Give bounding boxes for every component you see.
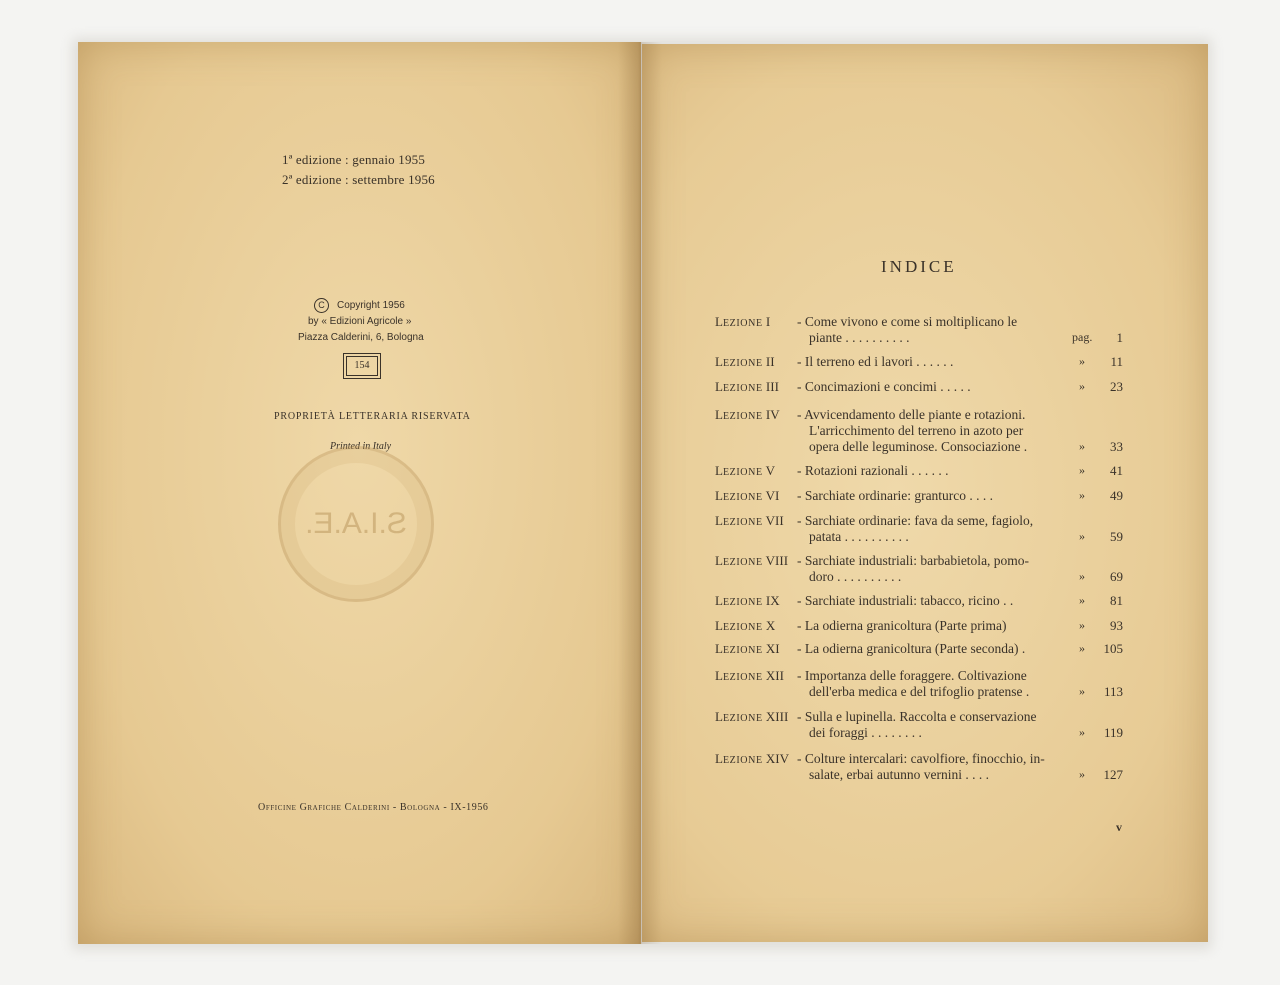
toc-page-marker: » xyxy=(1079,618,1085,632)
toc-page-number: 59 xyxy=(1110,529,1123,544)
toc-lesson-label: LEZIONE III xyxy=(715,379,779,394)
printer-line: Officine Grafiche Calderini - Bologna - IX-1956 xyxy=(258,802,489,813)
toc-page-number: 93 xyxy=(1110,618,1123,633)
toc-entry-text: doro . . . . . . . . . . xyxy=(809,569,902,584)
rights-reserved: PROPRIETÀ LETTERARIA RISERVATA xyxy=(274,411,471,422)
copyright-text: Copyright 1956 xyxy=(337,300,405,311)
copyright-line-3: Piazza Calderini, 6, Bologna xyxy=(298,332,424,343)
toc-lesson-label: LEZIONE I xyxy=(715,314,771,329)
toc-entry-text: - Importanza delle foraggere. Coltivazione xyxy=(797,668,1027,683)
toc-page-number: 49 xyxy=(1110,488,1123,503)
toc-entry-text: - Sarchiate ordinarie: granturco . . . . xyxy=(797,488,994,503)
toc-lesson-label: LEZIONE XI xyxy=(715,641,780,656)
toc-entry-text: piante . . . . . . . . . . xyxy=(809,330,910,345)
toc-page-number: 41 xyxy=(1110,463,1123,478)
right-page xyxy=(642,44,1208,942)
copyright-line-2: by « Edizioni Agricole » xyxy=(308,316,412,327)
toc-lesson-label: LEZIONE VIII xyxy=(715,553,789,568)
edition-1: 1ª edizione : gennaio 1955 xyxy=(282,152,426,167)
toc-entry-text: - Sarchiate industriali: barbabietola, pomo- xyxy=(797,553,1030,568)
copyright-symbol-icon: C xyxy=(314,298,329,313)
book-gutter xyxy=(618,42,662,944)
toc-page-number: 23 xyxy=(1110,379,1123,394)
toc-entry-text: - Sarchiate industriali: tabacco, ricino . . xyxy=(797,593,1014,608)
toc-entry-text: - Rotazioni razionali . . . . . . xyxy=(797,463,949,478)
toc-lesson-label: LEZIONE V xyxy=(715,463,776,478)
toc-entry-text: - Sulla e lupinella. Raccolta e conservazione xyxy=(797,709,1037,724)
toc-page-marker: » xyxy=(1079,463,1085,477)
toc-page-number: 105 xyxy=(1103,641,1123,656)
toc-page-number: 11 xyxy=(1110,354,1123,369)
toc-page-number: 69 xyxy=(1110,569,1123,584)
toc-page-marker: » xyxy=(1079,379,1085,393)
toc-lesson-label: LEZIONE XIII xyxy=(715,709,789,724)
toc-page-marker: » xyxy=(1079,529,1085,543)
toc-page-marker: » xyxy=(1079,684,1085,698)
toc-page-number: 113 xyxy=(1103,684,1123,699)
toc-entry-text: patata . . . . . . . . . . xyxy=(809,529,909,544)
toc-page-marker: » xyxy=(1079,767,1085,781)
toc-lesson-label: LEZIONE VII xyxy=(715,513,784,528)
toc-entry-text: dell'erba medica e del trifoglio pratense . xyxy=(809,684,1030,699)
toc-page-marker: » xyxy=(1079,593,1085,607)
toc-page-marker: » xyxy=(1079,569,1085,583)
copyright-line-1 xyxy=(314,298,405,313)
toc-lesson-label: LEZIONE XIV xyxy=(715,751,790,766)
toc-entry-text: - Come vivono e come si moltiplicano le xyxy=(797,314,1018,329)
toc-page-number: 119 xyxy=(1103,725,1123,740)
toc-page-marker: » xyxy=(1079,725,1085,739)
toc-page-number: 81 xyxy=(1110,593,1123,608)
toc-page-marker: » xyxy=(1079,641,1085,655)
toc-page-marker: pag. xyxy=(1072,330,1093,344)
toc-entry-text: - La odierna granicoltura (Parte seconda) . xyxy=(797,641,1026,656)
toc-lesson-label: LEZIONE XII xyxy=(715,668,784,683)
toc-entry-text: L'arricchimento del terreno in azoto per xyxy=(809,423,1024,438)
toc-lesson-label: LEZIONE II xyxy=(715,354,775,369)
toc-entry-text: - Avvicendamento delle piante e rotazioni. xyxy=(797,407,1026,422)
toc-page-marker: » xyxy=(1079,439,1085,453)
edition-2: 2ª edizione : settembre 1956 xyxy=(282,172,435,187)
toc-lesson-label: LEZIONE IX xyxy=(715,593,780,608)
toc-entry-text: - Il terreno ed i lavori . . . . . . xyxy=(797,354,954,369)
toc-page-marker: » xyxy=(1079,354,1085,368)
toc-lesson-label: LEZIONE IV xyxy=(715,407,780,422)
toc-page-number: 1 xyxy=(1116,330,1123,345)
printed-in: Printed in Italy xyxy=(330,441,392,452)
toc-lesson-label: LEZIONE X xyxy=(715,618,776,633)
toc-page-marker: » xyxy=(1079,488,1085,502)
index-title: INDICE xyxy=(881,257,957,276)
toc-lesson-label: LEZIONE VI xyxy=(715,488,780,503)
toc-entry-text: dei foraggi . . . . . . . . xyxy=(809,725,922,740)
toc-entry-text: salate, erbai autunno vernini . . . . xyxy=(809,767,989,782)
toc-page-number: 127 xyxy=(1103,767,1123,782)
toc-entry-text: opera delle leguminose. Consociazione . xyxy=(809,439,1028,454)
page-folio: v xyxy=(1116,820,1122,834)
embossed-stamp: S.I.A.E. xyxy=(278,446,434,602)
toc-entry-text: - Concimazioni e concimi . . . . . xyxy=(797,379,971,394)
toc-entry-text: - La odierna granicoltura (Parte prima) xyxy=(797,618,1007,633)
catalog-number-box: 154 xyxy=(346,356,378,376)
left-page xyxy=(78,42,641,944)
toc-entry-text: - Sarchiate ordinarie: fava da seme, fagiolo, xyxy=(797,513,1034,528)
toc-entry-text: - Colture intercalari: cavolfiore, finocchio, in- xyxy=(797,751,1045,766)
toc-page-number: 33 xyxy=(1110,439,1123,454)
